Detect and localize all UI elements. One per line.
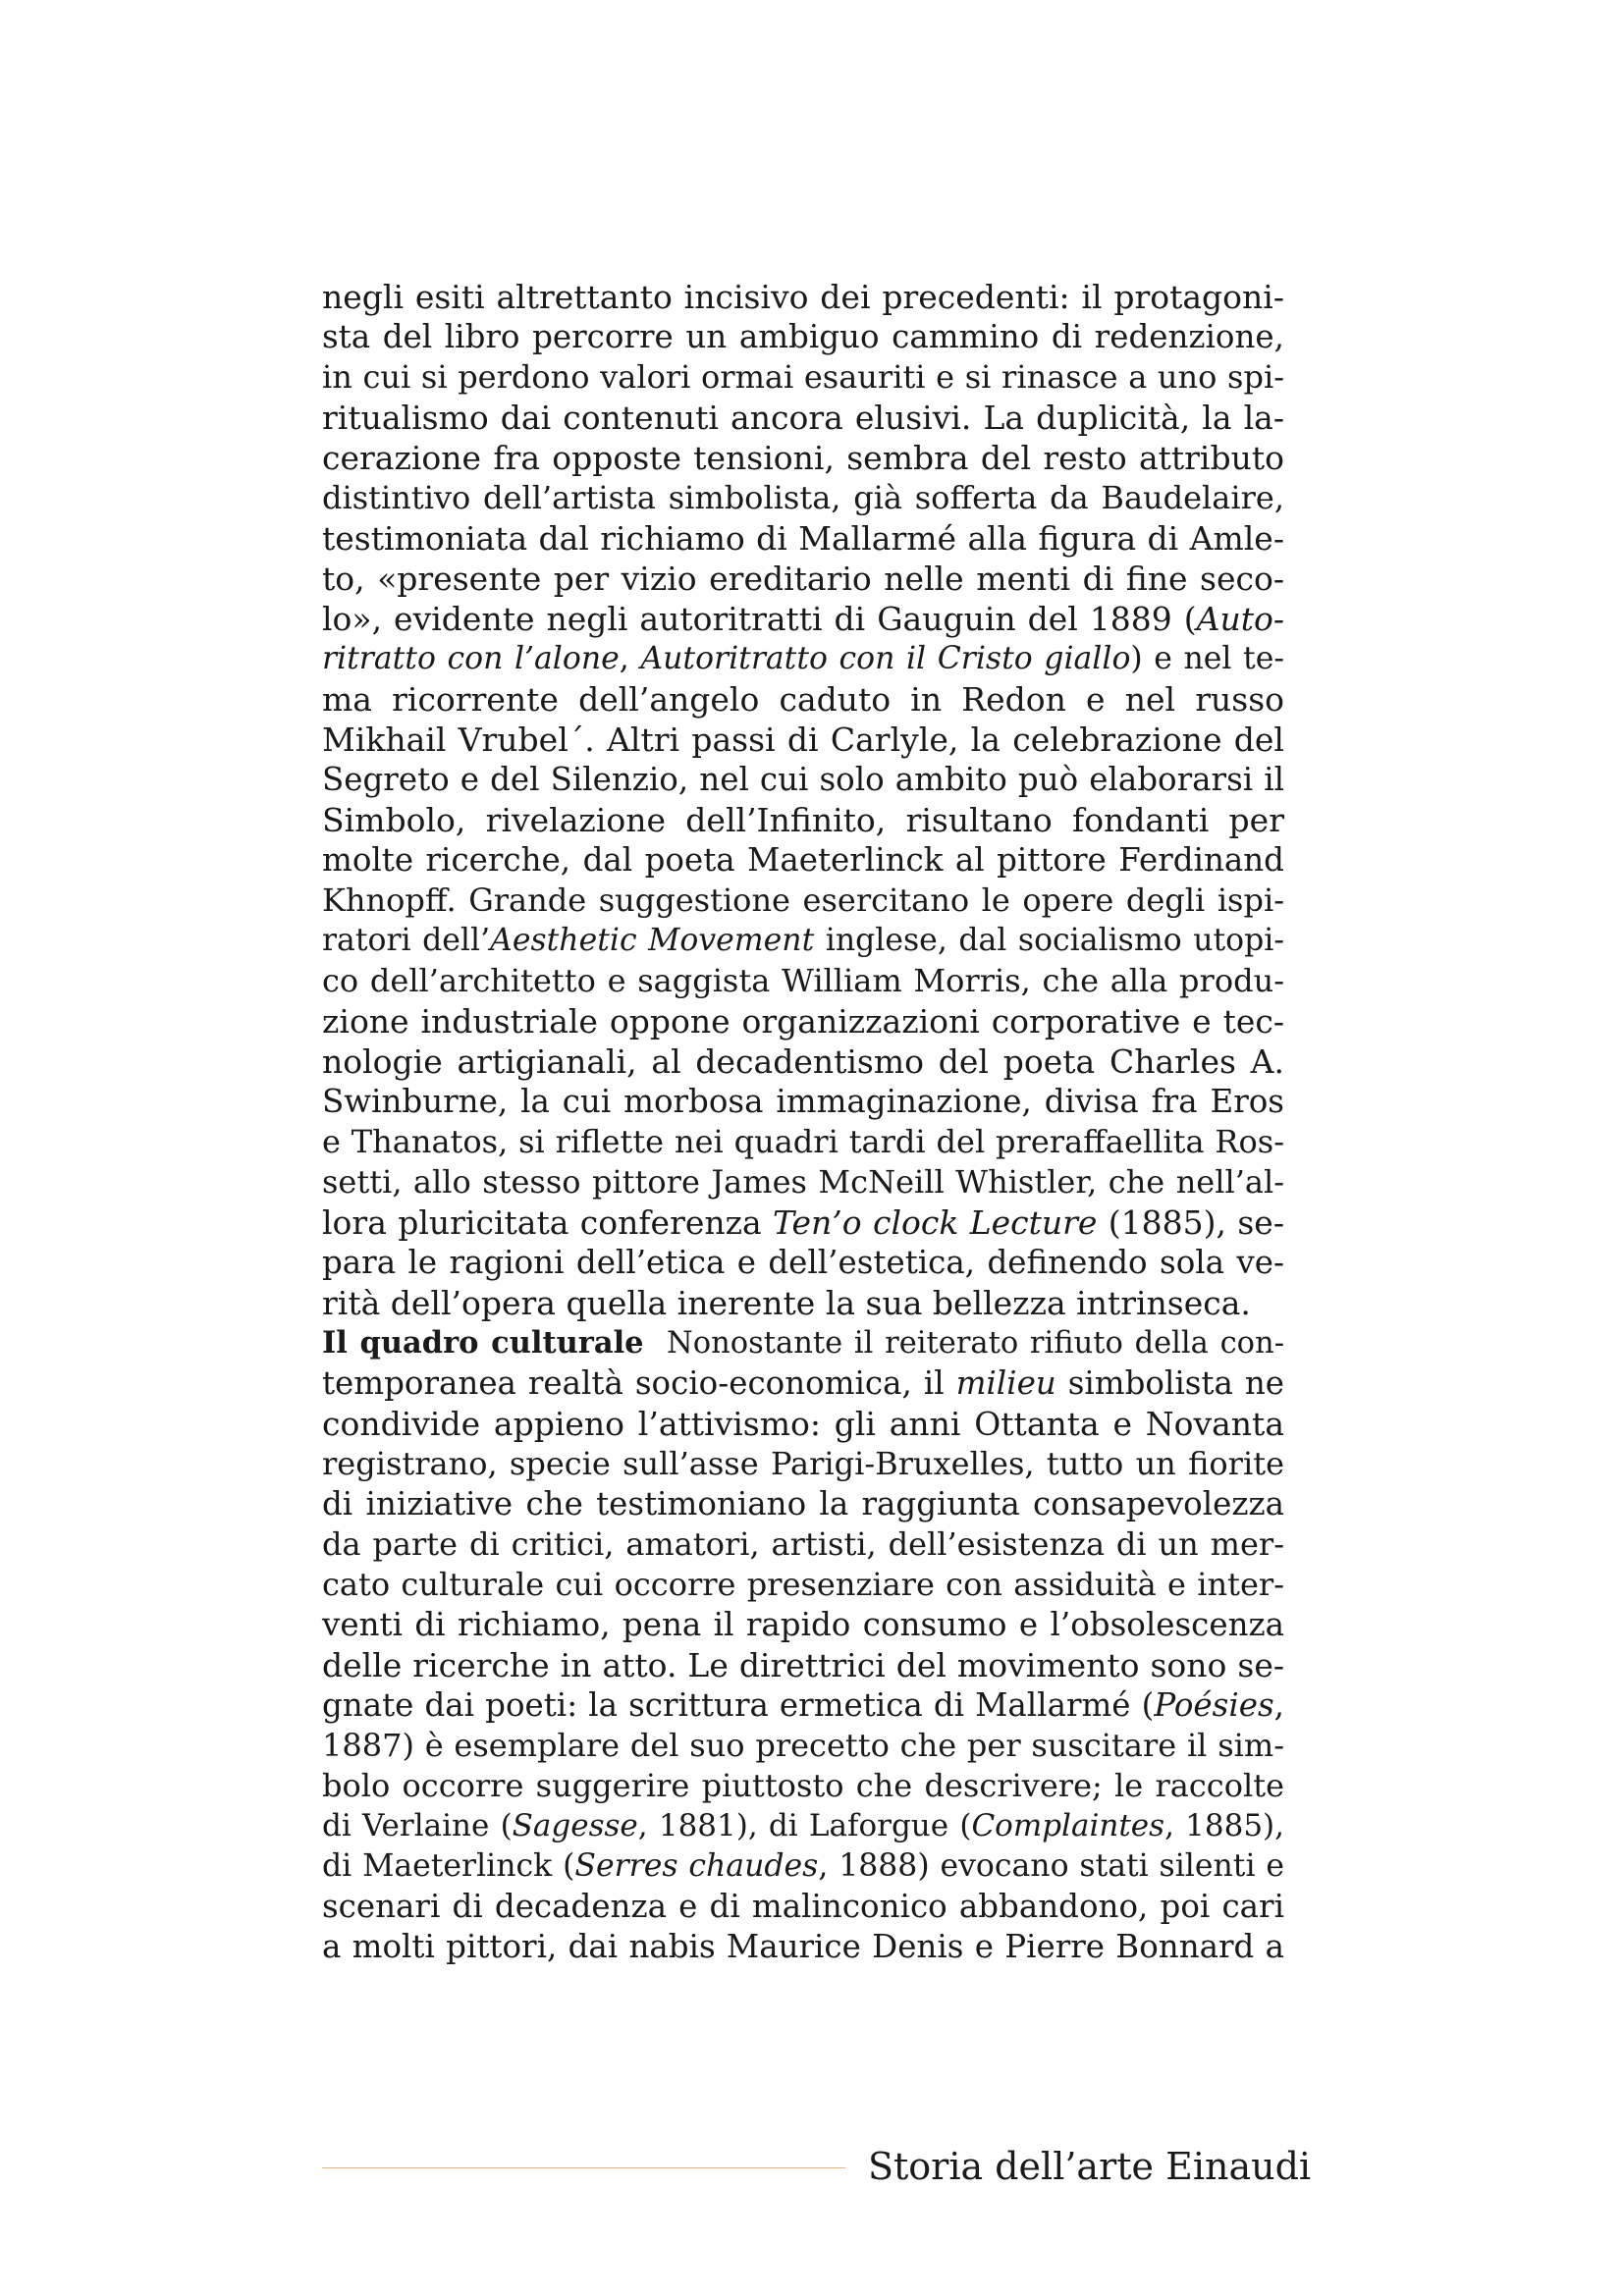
text-run: Mikhail Vrubel´. Altri passi di Carlyle, la celebrazione del — [322, 721, 1284, 759]
text-line — [322, 1243, 1284, 1283]
text-line — [322, 1806, 1284, 1846]
text-run: , 1881), di Laforgue ( — [637, 1808, 972, 1843]
text-line — [322, 1846, 1284, 1887]
text-run: nologie artigianali, al decadentismo del poeta Charles A. — [322, 1042, 1284, 1081]
text-line — [322, 1887, 1284, 1927]
text-run: zione industriale oppone organizzazioni corporative e tec- — [322, 1002, 1284, 1041]
italic-title: Ten’o clock Lecture — [773, 1203, 1098, 1242]
text-line — [322, 1122, 1284, 1162]
text-line — [322, 277, 1284, 317]
text-run: bolo occorre suggerire piuttosto che descrivere; le raccolte — [322, 1767, 1284, 1804]
text-line — [322, 1202, 1284, 1243]
text-run: co dell’architetto e saggista William Morris, che alla produ- — [322, 962, 1284, 999]
text-line — [322, 881, 1284, 921]
text-run: , — [1273, 1686, 1284, 1724]
text-run: testimoniata dal richiamo di Mallarmé alla figura di Amle- — [322, 519, 1284, 558]
text-run: , 1885), — [1164, 1808, 1284, 1843]
text-run: ritualismo dai contenuti ancora elusivi. La duplicità, la la- — [322, 399, 1284, 437]
text-run: ma ricorrente dell’angelo caduto in Redon e nel russo — [322, 680, 1284, 719]
text-run: Simbolo, rivelazione dell’Infinito, risultano fondanti per — [322, 801, 1284, 839]
italic-title: Auto- — [1196, 600, 1284, 638]
text-run: para le ragioni dell’etica e dell’estetica, definendo sola ve- — [322, 1244, 1284, 1281]
text-line — [322, 720, 1284, 760]
text-run: delle ricerche in atto. Le direttrici del movimento sono se- — [322, 1646, 1284, 1684]
text-line — [322, 1323, 1284, 1363]
text-line — [322, 760, 1284, 800]
text-run: di iniziative che testimoniano la raggiunta consapevolezza — [322, 1485, 1284, 1522]
text-line — [322, 1082, 1284, 1122]
text-line — [322, 1041, 1284, 1082]
italic-title: Autoritratto con il Cristo giallo — [640, 641, 1131, 676]
text-line — [322, 317, 1284, 357]
text-run: da parte di critici, amatori, artisti, dell’esistenza di un mer- — [322, 1525, 1284, 1563]
text-run: a molti pittori, dai nabis Maurice Denis e Pierre Bonnard a — [322, 1928, 1284, 1965]
text-line — [322, 1726, 1284, 1766]
text-run: gnate dai poeti: la scrittura ermetica di Mallarmé ( — [322, 1686, 1155, 1724]
text-run: distintivo dell’artista simbolista, già sofferta da Baudelaire, — [322, 479, 1284, 516]
text-run: Khnopff. Grande suggestione esercitano le opere degli ispi- — [322, 881, 1284, 919]
text-line — [322, 1001, 1284, 1041]
italic-title: milieu — [955, 1364, 1056, 1402]
text-line — [322, 357, 1284, 398]
text-line — [322, 1363, 1284, 1404]
text-line — [322, 1645, 1284, 1685]
text-run: to, «presente per vizio ereditario nelle menti di fine seco- — [322, 560, 1284, 598]
text-line — [322, 921, 1284, 961]
italic-title: Sagesse — [512, 1808, 638, 1843]
italic-title: ritratto con l’alone — [322, 641, 620, 676]
text-line — [322, 1162, 1284, 1202]
text-line — [322, 478, 1284, 518]
text-line — [322, 1283, 1284, 1323]
text-run: lora pluricitata conferenza — [322, 1203, 774, 1242]
text-run: venti di richiamo, pena il rapido consumo e l’obsolescenza — [322, 1606, 1284, 1643]
text-line — [322, 1685, 1284, 1726]
text-run: cerazione fra opposte tensioni, sembra del resto attributo — [322, 439, 1284, 477]
text-run: cato culturale cui occorre presenziare con assiduità e inter- — [322, 1566, 1284, 1603]
text-run: , — [619, 641, 641, 676]
text-line — [322, 961, 1284, 1001]
text-run: lo», evidente negli autoritratti di Gauguin del 1889 ( — [322, 600, 1197, 638]
text-line — [322, 559, 1284, 599]
text-line — [322, 840, 1284, 881]
text-line — [322, 1484, 1284, 1524]
italic-title: Poésies — [1154, 1686, 1274, 1724]
text-line — [322, 679, 1284, 720]
text-run: ) e nel te- — [1130, 641, 1285, 676]
footer-title: Storia dell’arte Einaudi — [868, 2145, 1312, 2188]
text-run: di Verlaine ( — [322, 1808, 513, 1843]
text-line — [322, 1565, 1284, 1605]
text-run: , 1888) evocano stati silenti e — [818, 1848, 1284, 1884]
text-line — [322, 639, 1284, 679]
text-run: Nonostante il reiterato rifiuto della con- — [643, 1326, 1284, 1361]
footer-rule — [322, 2167, 845, 2168]
text-run: in cui si perdono valori ormai esauriti e si rinasce a uno spi- — [322, 358, 1284, 396]
text-run: negli esiti altrettanto incisivo dei precedenti: il protagoni- — [322, 278, 1284, 316]
text-run: inglese, dal socialismo utopi- — [814, 923, 1284, 958]
text-run: scenari di decadenza e di malinconico abbandono, poi cari — [322, 1888, 1284, 1925]
text-line — [322, 1524, 1284, 1565]
text-line — [322, 599, 1284, 639]
text-line — [322, 518, 1284, 559]
text-line — [322, 1605, 1284, 1645]
text-run: Swinburne, la cui morbosa immaginazione, divisa fra Eros — [322, 1083, 1284, 1120]
italic-title: Serres chaudes — [574, 1848, 819, 1884]
section-heading: Il quadro culturale — [322, 1325, 644, 1361]
text-run: rità dell’opera quella inerente la sua bellezza intrinseca. — [322, 1284, 1251, 1322]
body-text — [322, 277, 1284, 1967]
text-run: e Thanatos, si riflette nei quadri tardi del preraffaellita Ros- — [322, 1123, 1284, 1160]
italic-title: Complaintes — [971, 1808, 1165, 1843]
italic-title: Aesthetic Movement — [490, 923, 815, 958]
text-run: sta del libro percorre un ambiguo cammino di redenzione, — [322, 318, 1284, 355]
text-run: simbolista ne — [1055, 1364, 1284, 1402]
text-run: ratori dell’ — [322, 923, 491, 958]
text-run: setti, allo stesso pittore James McNeill Whistler, che nell’al- — [322, 1163, 1284, 1201]
text-run: di Maeterlinck ( — [322, 1848, 575, 1884]
text-line — [322, 438, 1284, 478]
text-run: Segreto e del Silenzio, nel cui solo ambito può elaborarsi il — [322, 761, 1284, 798]
text-run: condivide appieno l’attivismo: gli anni Ottanta e Novanta — [322, 1405, 1284, 1443]
text-line — [322, 1927, 1284, 1967]
text-run: molte ricerche, dal poeta Maeterlinck al pittore Ferdinand — [322, 841, 1284, 879]
text-run: 1887) è esemplare del suo precetto che per suscitare il sim- — [322, 1727, 1284, 1764]
text-line — [322, 398, 1284, 438]
text-line — [322, 800, 1284, 840]
text-run: registrano, specie sull’asse Parigi-Bruxelles, tutto un fiorite — [322, 1445, 1284, 1482]
text-line — [322, 1766, 1284, 1806]
text-run: (1885), se- — [1097, 1203, 1284, 1242]
text-run: temporanea realtà socio-economica, il — [322, 1364, 956, 1402]
text-line — [322, 1404, 1284, 1444]
text-line — [322, 1444, 1284, 1484]
